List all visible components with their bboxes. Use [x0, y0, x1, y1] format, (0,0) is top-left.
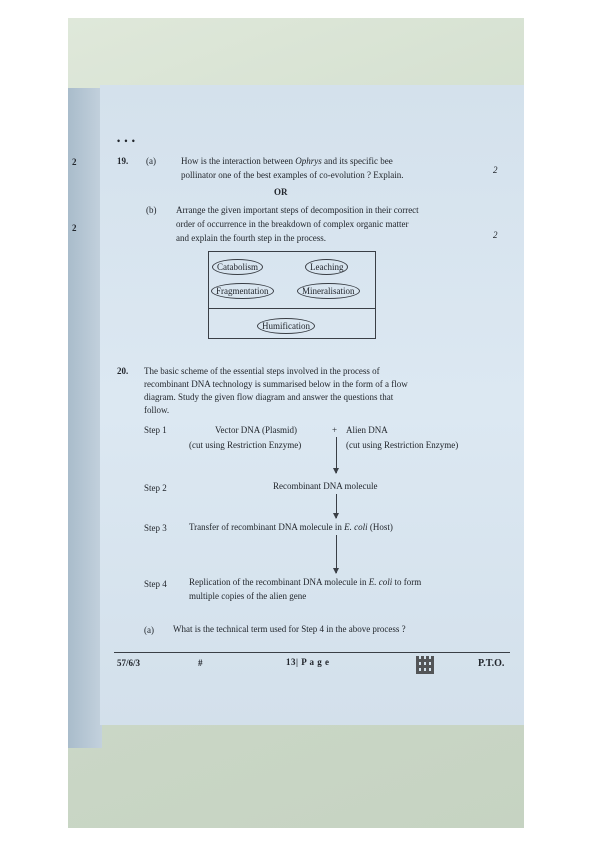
q20-number: 20.: [117, 366, 129, 376]
q20a-label: (a): [144, 625, 154, 635]
q20a-text: What is the technical term used for Step 4 in the above process ?: [173, 624, 406, 634]
q20-line1: The basic scheme of the essential steps involved in the process of: [144, 366, 380, 376]
q19b-line2: order of occurrence in the breakdown of complex organic matter: [176, 219, 409, 229]
oval-leaching: Leaching: [305, 259, 348, 275]
arrow-step1-2: [336, 437, 337, 473]
q20-line3: diagram. Study the given flow diagram and answer the questions that: [144, 392, 394, 402]
step4-label: Step 4: [144, 579, 167, 589]
q20-line4: follow.: [144, 405, 170, 415]
step4-line2: multiple copies of the alien gene: [189, 591, 307, 601]
q19b-label: (b): [146, 205, 157, 215]
oval-mineralisation: Mineralisation: [297, 283, 360, 299]
arrow-step3-4: [336, 535, 337, 573]
step2-label: Step 2: [144, 483, 167, 493]
decomposition-box: [208, 251, 376, 339]
step1-vector: Vector DNA (Plasmid): [215, 425, 297, 435]
pto-label: P.T.O.: [478, 658, 505, 669]
step3-label: Step 3: [144, 523, 167, 533]
q19b-marks: 2: [493, 230, 498, 240]
step1-plus: +: [332, 425, 338, 435]
step1-cut-alien: (cut using Restriction Enzyme): [346, 440, 459, 450]
qr-code-icon: [416, 656, 434, 674]
footer-hash: #: [198, 658, 203, 668]
q19b-line3: and explain the fourth step in the process.: [176, 233, 326, 243]
ellipsis-dots: • • •: [117, 136, 136, 146]
q20-line2: recombinant DNA technology is summarised below in the form of a flow: [144, 379, 408, 389]
q19a-line1: How is the interaction between Ophrys and its specific bee: [181, 156, 393, 166]
footer-code: 57/6/3: [117, 658, 141, 668]
side-mark: 2: [72, 223, 77, 233]
step1-alien: Alien DNA: [346, 425, 388, 435]
footer-rule: [114, 652, 510, 653]
oval-catabolism: Catabolism: [212, 259, 263, 275]
q19-number: 19.: [117, 156, 129, 166]
or-separator: OR: [274, 187, 288, 197]
step2-text: Recombinant DNA molecule: [273, 481, 378, 491]
exam-page: [100, 85, 524, 725]
step1-label: Step 1: [144, 425, 167, 435]
oval-fragmentation: Fragmentation: [211, 283, 274, 299]
step1-cut-vector: (cut using Restriction Enzyme): [189, 440, 302, 450]
q19a-marks: 2: [493, 165, 498, 175]
step4-line1: Replication of the recombinant DNA molecule in E. coli to form: [189, 577, 422, 587]
q19a-label: (a): [146, 156, 156, 166]
box-divider: [209, 308, 375, 309]
step3-text: Transfer of recombinant DNA molecule in E. coli (Host): [189, 522, 393, 532]
side-mark: 2: [72, 157, 77, 167]
page-number: 13| P a g e: [286, 657, 330, 667]
q19b-line1: Arrange the given important steps of decomposition in their correct: [176, 205, 419, 215]
left-page-edge: [68, 88, 102, 748]
q19a-line2: pollinator one of the best examples of co-evolution ? Explain.: [181, 170, 404, 180]
oval-humification: Humification: [257, 318, 315, 334]
arrow-step2-3: [336, 494, 337, 518]
